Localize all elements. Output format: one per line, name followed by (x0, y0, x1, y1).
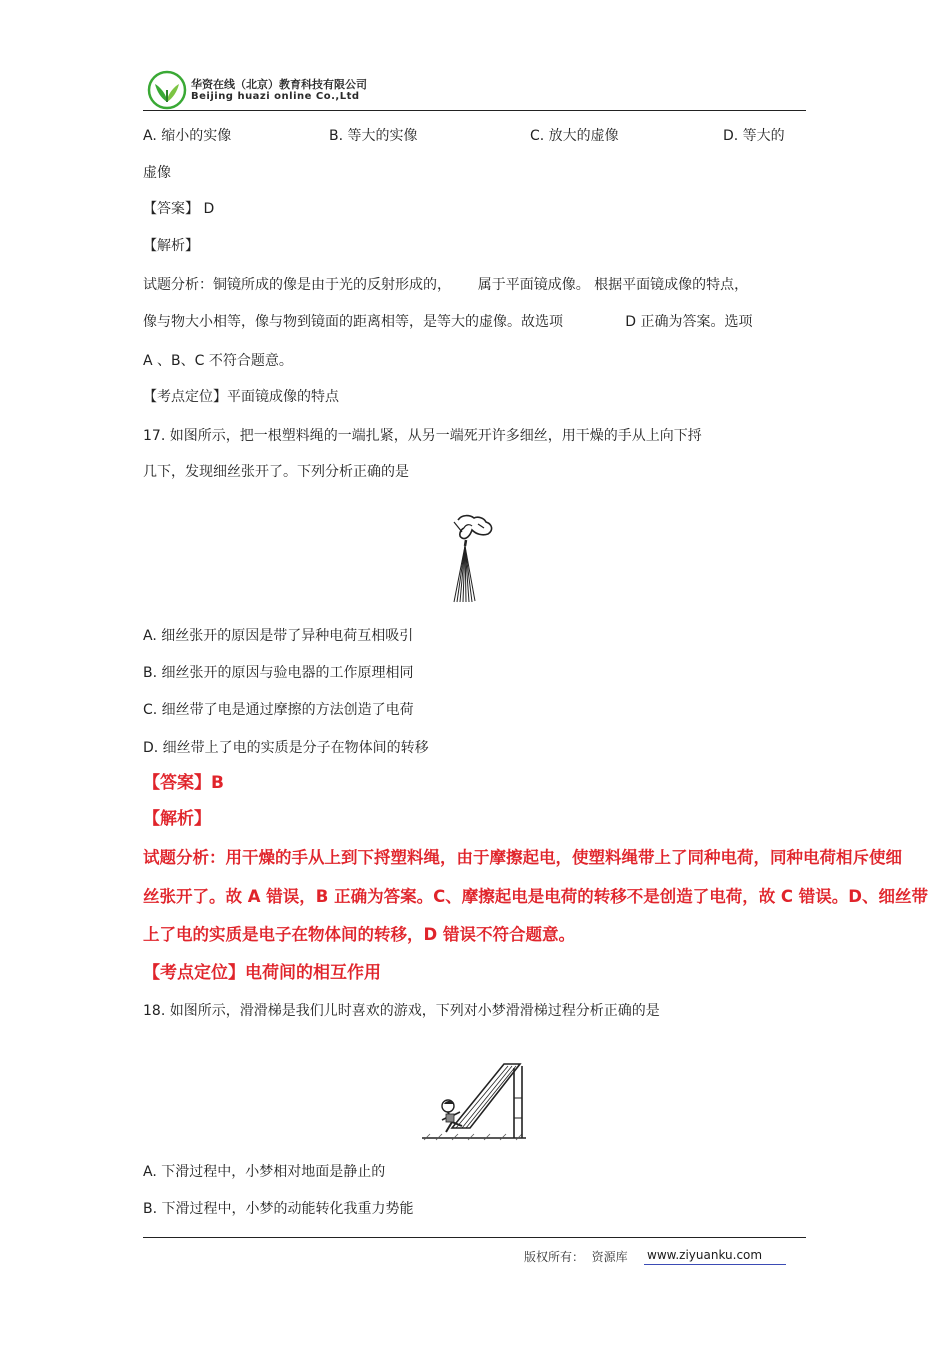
q17-stem-line-1: 17. 如图所示，把一根塑料绳的一端扎紧，从另一端死开许多细丝，用干燥的手从上向下捋 (143, 428, 702, 444)
footer-link-underline (644, 1264, 786, 1265)
plastic-rope-figure (448, 512, 500, 604)
company-name-cn: 华资在线（北京）教育科技有限公司 (191, 78, 367, 91)
q16-analysis-title: 【解析】 (143, 238, 199, 254)
q17-analysis-line-3: 上了电的实质是电子在物体间的转移，D 错误不符合题意。 (143, 925, 575, 944)
q17-answer: 【答案】B (143, 773, 224, 793)
q16-answer: 【答案】 D (143, 201, 215, 217)
q16-option-d-cont: 虚像 (143, 165, 171, 181)
logo-icon (147, 70, 187, 110)
q18-option-b: B. 下滑过程中，小梦的动能转化我重力势能 (143, 1201, 414, 1217)
q17-option-b: B. 细丝张开的原因与验电器的工作原理相同 (143, 665, 414, 681)
footer-site-link[interactable]: www.ziyuanku.com (647, 1248, 763, 1262)
q17-option-c: C. 细丝带了电是通过摩擦的方法创造了电荷 (143, 702, 414, 718)
q17-analysis-line-1: 试题分析：用干燥的手从上到下捋塑料绳，由于摩擦起电，使塑料绳带上了同种电荷，同种电荷相斥使细 (143, 848, 902, 867)
header (143, 68, 806, 110)
footer-divider (143, 1237, 806, 1238)
q16-kaodian: 【考点定位】平面镜成像的特点 (143, 389, 339, 405)
q16-analysis-line-3: A 、B、C 不符合题意。 (143, 353, 293, 369)
q18-stem: 18. 如图所示，滑滑梯是我们儿时喜欢的游戏，下列对小梦滑滑梯过程分析正确的是 (143, 1003, 660, 1019)
q16-option-b: B. 等大的实像 (329, 128, 418, 144)
q18-option-a: A. 下滑过程中，小梦相对地面是静止的 (143, 1164, 386, 1180)
q16-option-c: C. 放大的虚像 (530, 128, 619, 144)
q17-option-d: D. 细丝带上了电的实质是分子在物体间的转移 (143, 740, 429, 756)
q16-analysis-line-1: 试题分析：铜镜所成的像是由于光的反射形成的， 属于平面镜成像。 根据平面镜成像的特点， (143, 277, 749, 293)
q17-kaodian: 【考点定位】电荷间的相互作用 (143, 963, 381, 983)
q17-analysis-line-2: 丝张开了。故 A 错误，B 正确为答案。C、摩擦起电是电荷的转移不是创造了电荷，故 C 错误。D、细丝带 (143, 887, 928, 906)
q17-analysis-title: 【解析】 (143, 809, 211, 829)
q17-option-a: A. 细丝张开的原因是带了异种电荷互相吸引 (143, 628, 414, 644)
header-divider (143, 110, 806, 111)
company-name-en: Beijing huazi online Co.,Ltd (191, 91, 360, 102)
q16-option-d: D. 等大的 (723, 128, 785, 144)
slide-figure (422, 1058, 526, 1142)
footer-copyright: 版权所有： 资源库 (524, 1250, 628, 1264)
q16-option-a: A. 缩小的实像 (143, 128, 232, 144)
q17-stem-line-2: 几下，发现细丝张开了。下列分析正确的是 (143, 464, 409, 480)
q16-analysis-line-2: 像与物大小相等，像与物到镜面的距离相等，是等大的虚像。故选项 D 正确为答案。选项 (143, 314, 753, 330)
